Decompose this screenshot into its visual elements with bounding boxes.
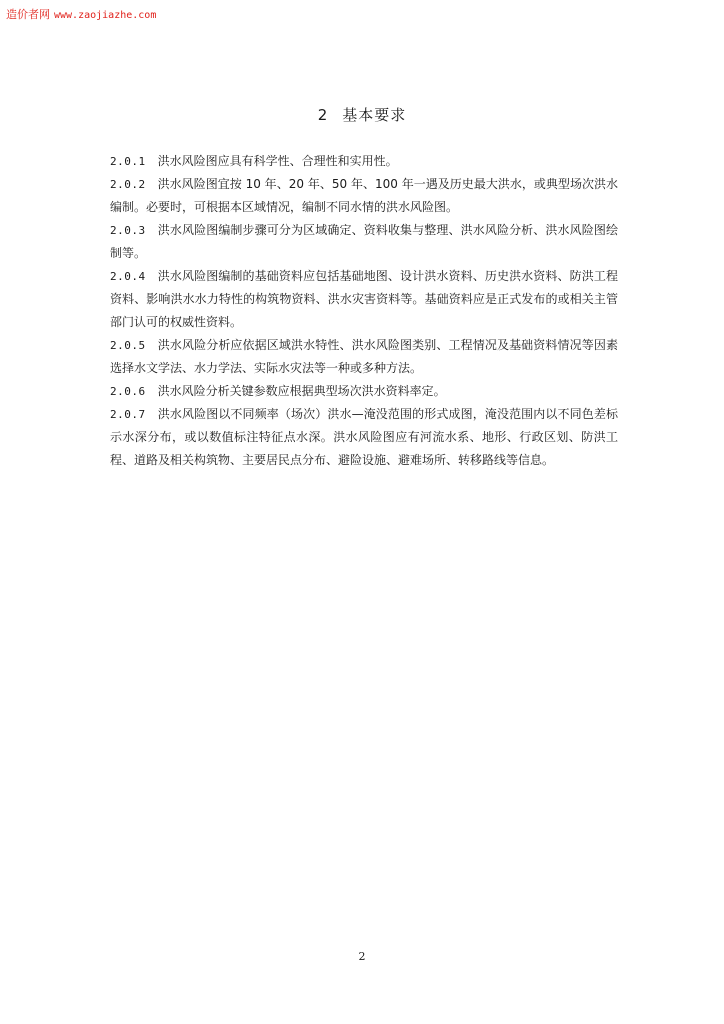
clause-text: 洪水风险图以不同频率（场次）洪水—淹没范围的形式成图，淹没范围内以不同色差标示水深分布，或以数值标注特征点水深。洪水风险图应有河流水系、地形、行政区划、防洪工程、道路及相关构筑物、主要居民点分布、避险设施、避难场所、转移路线等信息。 — [110, 407, 618, 467]
section-title — [0, 104, 724, 125]
clause-text: 洪水风险分析应依据区域洪水特性、洪水风险图类别、工程情况及基础资料情况等因素选择水文学法、水力学法、实际水灾法等一种或多种方法。 — [110, 338, 618, 375]
clause-number: 2.0.3 — [110, 224, 146, 237]
clause-number: 2.0.5 — [110, 339, 146, 352]
section-title-text: 基本要求 — [342, 106, 407, 124]
clause-2-0-1 — [110, 150, 618, 173]
section-number: 2 — [317, 106, 329, 124]
clause-list — [110, 150, 618, 472]
clause-number: 2.0.6 — [110, 385, 146, 398]
clause-2-0-4 — [110, 265, 618, 334]
clause-2-0-6 — [110, 380, 618, 403]
clause-text: 洪水风险分析关键参数应根据典型场次洪水资料率定。 — [157, 384, 446, 398]
page-number: 2 — [358, 950, 366, 963]
clause-number: 2.0.4 — [110, 270, 146, 283]
clause-2-0-3 — [110, 219, 618, 265]
clause-text: 洪水风险图宜按 10 年、20 年、50 年、100 年一遇及历史最大洪水，或典型场次洪水编制。必要时，可根据本区域情况，编制不同水情的洪水风险图。 — [110, 177, 618, 214]
watermark — [6, 6, 156, 22]
watermark-url[interactable]: www.zaojiazhe.com — [54, 10, 157, 21]
clause-2-0-5 — [110, 334, 618, 380]
clause-text: 洪水风险图应具有科学性、合理性和实用性。 — [157, 154, 398, 168]
clause-text: 洪水风险图编制的基础资料应包括基础地图、设计洪水资料、历史洪水资料、防洪工程资料、影响洪水水力特性的构筑物资料、洪水灾害资料等。基础资料应是正式发布的或相关主管部门认可的权威性资料。 — [110, 269, 618, 329]
clause-2-0-7 — [110, 403, 618, 472]
clause-number: 2.0.1 — [110, 155, 146, 168]
clause-number: 2.0.7 — [110, 408, 146, 421]
clause-2-0-2 — [110, 173, 618, 219]
watermark-name: 造价者网 — [6, 8, 50, 21]
clause-number: 2.0.2 — [110, 178, 146, 191]
clause-text: 洪水风险图编制步骤可分为区域确定、资料收集与整理、洪水风险分析、洪水风险图绘制等。 — [110, 223, 618, 260]
